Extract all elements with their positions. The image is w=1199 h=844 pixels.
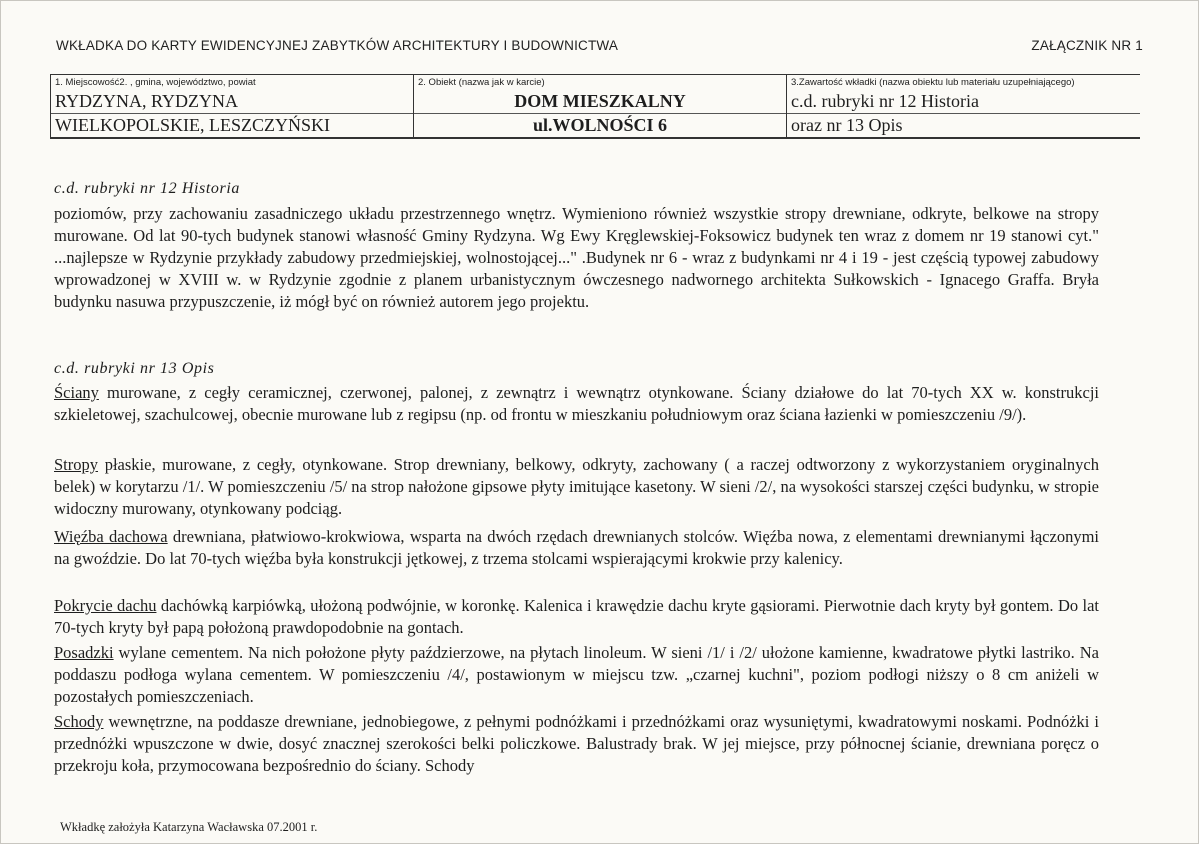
object-label: 2. Obiekt (nazwa jak w karcie) [418, 77, 545, 88]
location-cell [50, 75, 414, 137]
contents-cell [787, 75, 1140, 137]
location-line-1: RYDZYNA, RYDZYNA [55, 91, 239, 111]
attachment-number: ZAŁĄCZNIK NR 1 [1031, 38, 1143, 53]
info-table [50, 74, 1140, 139]
history-section-title: c.d. rubryki nr 12 Historia [54, 180, 240, 197]
walls-text: murowane, z cegły ceramicznej, czerwonej, palonej, z zewnątrz i wewnątrz otynkowane. Ściany działowe do lat 70-tych XX w. konstrukcji szkieletowej, szachulcowej, obecnie murowane lub z regipsu (np. od frontu w mieszkaniu południowym oraz ściana łazienki w pomieszczeniu /9/). [54, 383, 1099, 424]
floors-paragraph [54, 642, 1099, 708]
contents-line-2: oraz nr 13 Opis [791, 115, 903, 135]
stairs-paragraph [54, 711, 1099, 777]
stairs-text: wewnętrzne, na poddasze drewniane, jednobiegowe, z pełnymi podnóżkami i przednóżkami oraz wysuniętymi, kwadratowymi noskami. Podnóżki i przednóżki wpuszczone w dwie, dosyć znacznej szerokości belki policzkowe. Balustrady brak. W jej miejsce, przy północnej ścianie, drewniana poręcz o przekroju koła, przymocowana bezpośrednio do ściany. Schody [54, 712, 1099, 775]
form-title: WKŁADKA DO KARTY EWIDENCYJNEJ ZABYTKÓW ARCHITEKTURY I BUDOWNICTWA [56, 38, 619, 53]
floors-term: Posadzki [54, 643, 114, 662]
object-address: ul.WOLNOŚCI 6 [532, 115, 668, 135]
object-name: DOM MIESZKALNY [514, 91, 686, 111]
walls-paragraph [54, 382, 1099, 426]
cell-divider [51, 113, 413, 114]
roof-truss-term: Więźba dachowa [54, 527, 168, 546]
location-label: 1. Miejscowość2. , gmina, województwo, powiat [55, 77, 256, 88]
ceilings-term: Stropy [54, 455, 99, 474]
cell-divider [414, 113, 786, 114]
roof-truss-paragraph [54, 526, 1099, 570]
roofing-term: Pokrycie dachu [54, 596, 157, 615]
location-line-2: WIELKOPOLSKIE, LESZCZYŃSKI [55, 115, 330, 135]
contents-label: 3.Zawartość wkładki (nazwa obiektu lub materiału uzupełniającego) [791, 77, 1075, 88]
cell-divider [787, 113, 1140, 114]
roofing-paragraph [54, 595, 1099, 639]
roofing-text: dachówką karpiówką, ułożoną podwójnie, w koronkę. Kalenica i krawędzie dachu kryte gąsiorami. Pierwotnie dach kryty był gontem. Do lat 70-tych kryty był papą położoną prawdopodobnie na gontach. [54, 596, 1099, 637]
walls-term: Ściany [54, 383, 99, 402]
object-cell [414, 75, 787, 137]
form-header [56, 38, 1143, 53]
description-section-title: c.d. rubryki nr 13 Opis [54, 360, 215, 377]
stairs-term: Schody [54, 712, 104, 731]
contents-line-1: c.d. rubryki nr 12 Historia [791, 91, 979, 111]
floors-text: wylane cementem. Na nich położone płyty paździerzowe, na płytach linoleum. W sieni /1/ i /2/ ułożone kamienne, kwadratowe płytki lastriko. Na poddaszu podłoga wylana cementem. W pomieszczeniu /4/, postawionym w miejscu tzw. „czarnej kuchni", poziom podłogi niższy o 8 cm aniżeli w pozostałych pomieszczeniach. [54, 643, 1099, 706]
history-paragraph: poziomów, przy zachowaniu zasadniczego układu przestrzennego wnętrz. Wymieniono również wszystkie stropy drewniane, odkryte, belkowe na stropy murowane. Od lat 90-tych budynek stanowi własność Gminy Rydzyna. Wg Ewy Kręglewskiej-Foksowicz budynek ten wraz z domem nr 19 stanowi cyt." ...najlepsze w Rydzynie przykłady zabudowy przedmiejskiej, wolnostojącej..." .Budynek nr 6 - wraz z budynkami nr 4 i 19 - jest częścią typowej zabudowy wprowadzonej w XVIII w. w Rydzynie zgodnie z planem urbanistycznym ówczesnego nadwornego architekta Sułkowskich - Ignacego Graffa. Bryła budynku nasuwa przypuszczenie, iż mógł być on również autorem jego projektu. [54, 204, 1099, 311]
footer-note: Wkładkę założyła Katarzyna Wacławska 07.2001 r. [60, 820, 318, 834]
roof-truss-text: drewniana, płatwiowo-krokwiowa, wsparta na dwóch rzędach drewnianych stolców. Więźba nowa, z elementami drewnianymi łączonymi na gwoździe. Do lat 70-tych więźba była konstrukcji jętkowej, z trzema stolcami wspierającymi krokwie przy kalenicy. [54, 527, 1100, 568]
ceilings-text: płaskie, murowane, z cegły, otynkowane. Strop drewniany, belkowy, odkryty, zachowany ( a raczej odtworzony z wykorzystaniem oryginalnych belek) w korytarzu /1/. W pomieszczeniu /5/ na strop nałożone gipsowe płyty imitujące kasetony. W sieni /2/, na wysokości starszej części budynku, w stropie widoczny murowany, otynkowany podciąg. [54, 455, 1099, 518]
ceilings-paragraph [54, 454, 1099, 520]
